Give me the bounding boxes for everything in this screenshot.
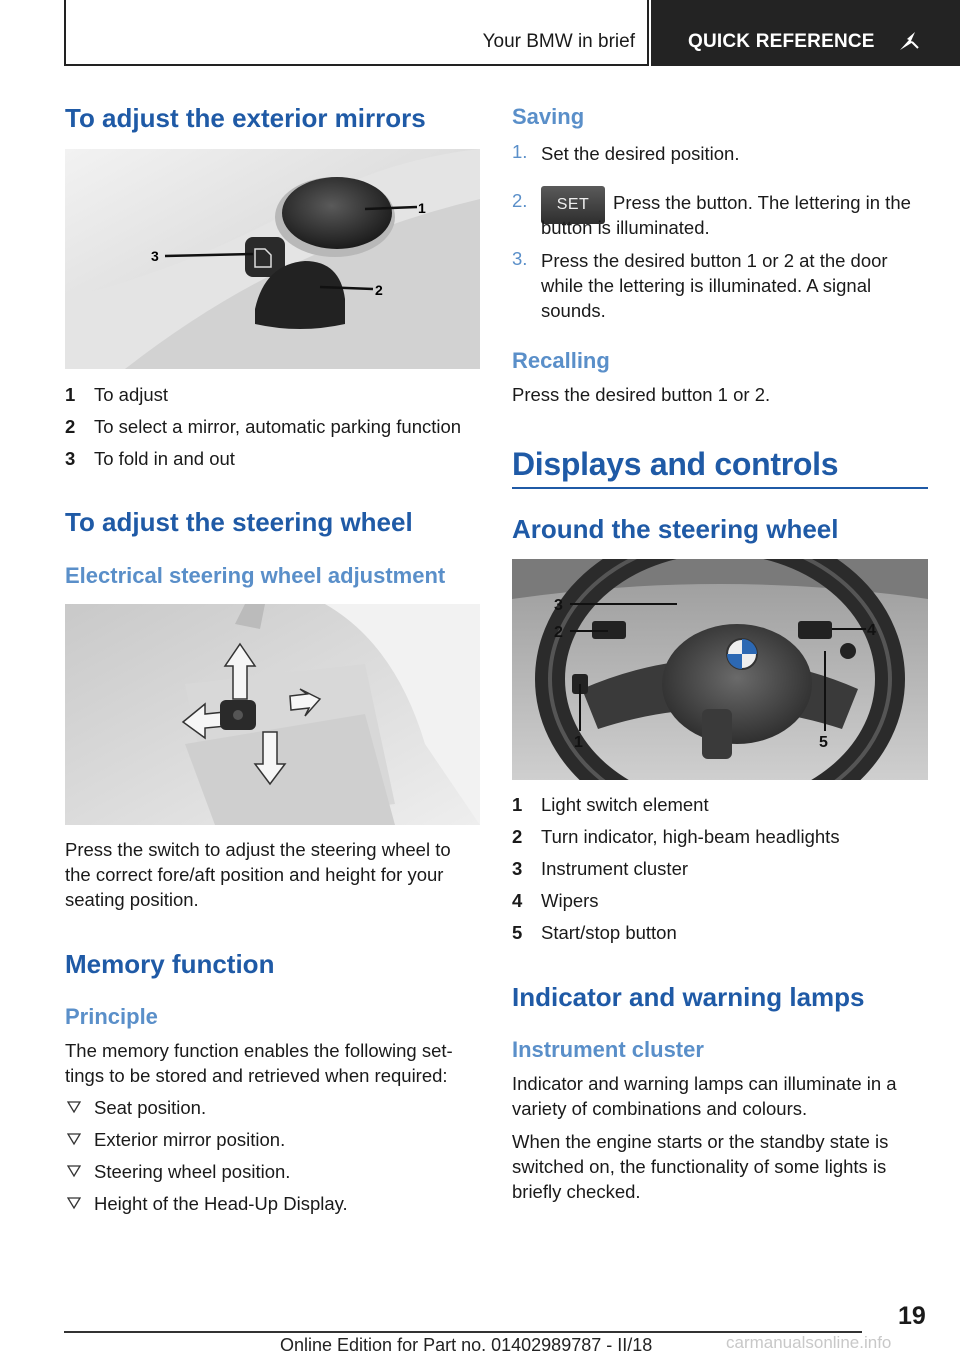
triangle-bullet-icon xyxy=(67,1164,81,1178)
lamps-para-1: Indicator and warning lamps can illuminate in a variety of combinations and colours. xyxy=(512,1073,897,1119)
principle-body: The memory function enables the following set-tings to be stored and retrieved when required: xyxy=(65,1040,453,1086)
triangle-bullet-icon xyxy=(67,1196,81,1210)
lamps-title: Indicator and warning lamps xyxy=(512,982,865,1012)
set-button-icon: SET xyxy=(541,186,605,224)
footer-edition: Online Edition for Part no. 01402989787 - II/18 xyxy=(280,1335,653,1355)
wheel-label-5: 5 xyxy=(819,734,828,751)
wheel-label-3: 3 xyxy=(554,597,563,614)
steering-body: Press the switch to adjust the steering wheel to the correct fore/aft position and height for your seating position. xyxy=(65,839,451,910)
displays-title: Displays and controls xyxy=(512,446,839,482)
lamps-para-2: When the engine starts or the standby state is switched on, the functionality of some lights is briefly checked. xyxy=(512,1131,889,1202)
steering-adjust-figure xyxy=(65,604,480,825)
memory-title: Memory function xyxy=(65,949,275,979)
triangle-bullet-icon xyxy=(67,1132,81,1146)
header-chapter: QUICK REFERENCE xyxy=(688,31,875,52)
wheel-label-2: 2 xyxy=(554,624,563,641)
steering-wheel-figure xyxy=(512,559,928,780)
cluster-title: Instrument cluster xyxy=(512,1037,704,1062)
header-chapter-tab xyxy=(651,0,960,66)
mirror-label-2: 2 xyxy=(375,282,383,298)
triangle-bullet-icon xyxy=(67,1100,81,1114)
lightning-pointer-icon xyxy=(896,28,922,54)
principle-title: Principle xyxy=(65,1004,158,1029)
around-wheel-title: Around the steering wheel xyxy=(512,514,839,544)
steering-subtitle: Electrical steering wheel adjustment xyxy=(65,563,446,588)
recalling-body: Press the desired button 1 or 2. xyxy=(512,384,771,405)
wheel-label-4: 4 xyxy=(867,622,876,639)
mirror-label-3: 3 xyxy=(151,248,159,264)
wheel-label-1: 1 xyxy=(574,734,583,751)
saving-title: Saving xyxy=(512,104,585,129)
header-section: Your BMW in brief xyxy=(482,31,635,52)
page-number: 19 xyxy=(898,1302,926,1330)
footer-watermark: carmanualsonline.info xyxy=(726,1333,892,1352)
mirror-controls-figure xyxy=(65,149,480,369)
mirrors-title: To adjust the exterior mirrors xyxy=(65,103,426,133)
section-rule xyxy=(512,487,928,489)
mirror-label-1: 1 xyxy=(418,200,426,216)
header-frame xyxy=(64,0,649,66)
recalling-title: Recalling xyxy=(512,348,610,373)
steering-title: To adjust the steering wheel xyxy=(65,507,413,537)
